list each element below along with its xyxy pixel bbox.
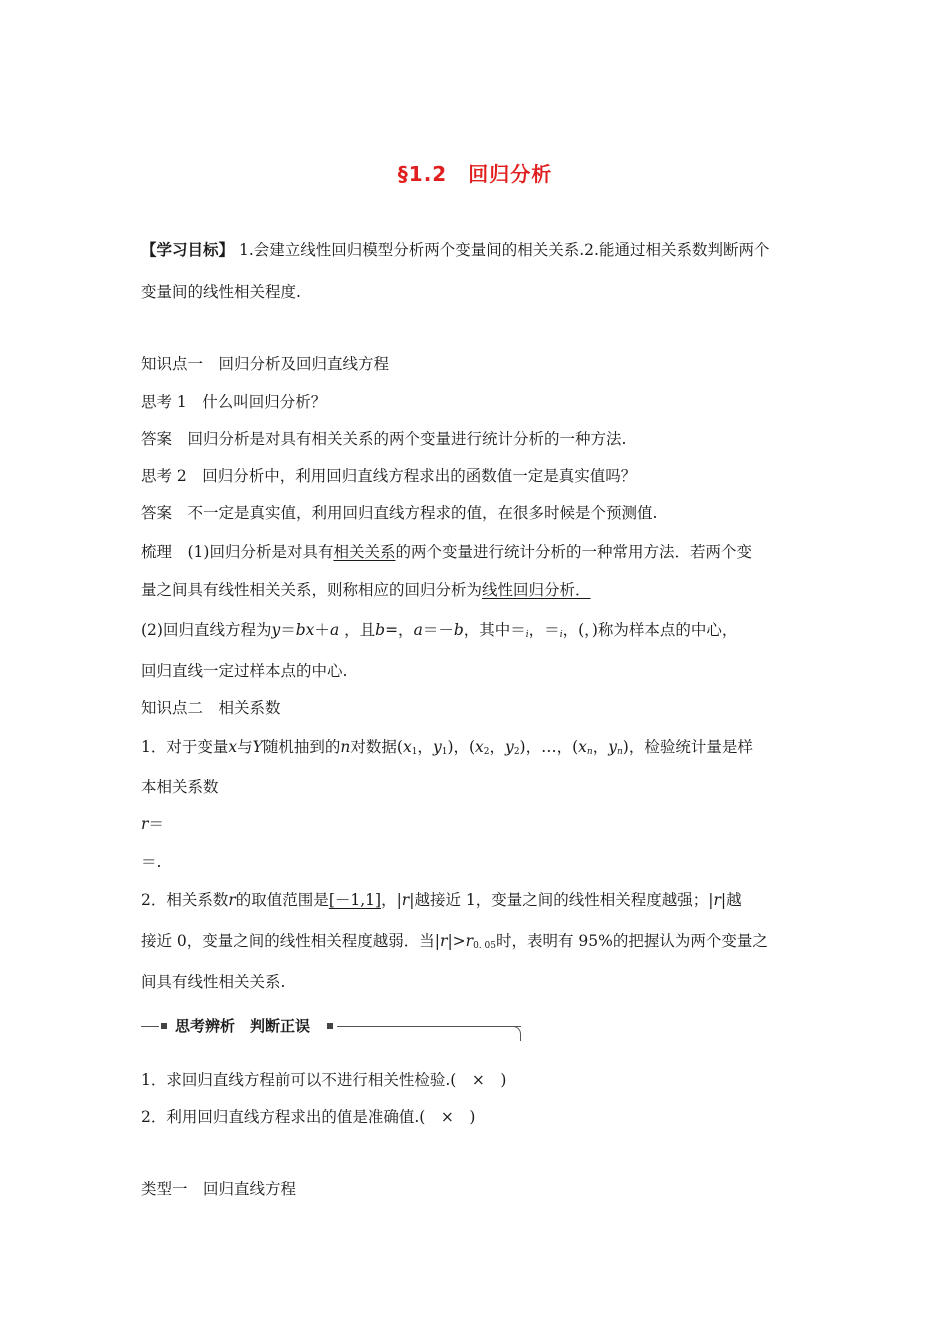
eq-var: b [375, 621, 386, 639]
p1-subscript: 2 [483, 747, 490, 757]
p1-text: )，…，( [519, 738, 579, 756]
eq-var: y [271, 621, 281, 639]
p1-subscript: 2 [513, 747, 520, 757]
eq-text: ，且 [339, 621, 376, 639]
p1-var: Y [252, 738, 263, 756]
p1-text: 1．对于变量 [141, 738, 229, 756]
p3-text: 接近 0，变量之间的线性相关程度越弱．当| [141, 932, 441, 950]
regression-equation-line [141, 618, 737, 640]
p1-var: x [228, 738, 238, 756]
kp2-paragraph-1 [141, 735, 753, 757]
page-title: §1.2 回归分析 [397, 162, 553, 186]
eq-var: a [329, 621, 340, 639]
p1-var: x [578, 738, 587, 756]
r-equals: ＝ [148, 815, 164, 833]
eq-text: ＝－ [422, 621, 454, 639]
r-formula-line [141, 812, 164, 834]
eq-var: b [453, 621, 464, 639]
kp2-paragraph-2-line-2 [141, 929, 768, 951]
p1-text: )，检验统计量是样 [622, 738, 753, 756]
objectives-tag: 【学习目标】 [141, 241, 235, 259]
p1-subscript: n [616, 747, 623, 757]
objectives-text-1: 1.会建立线性回归模型分析两个变量间的相关关系.2.能通过相关系数判断两个 [238, 241, 770, 259]
p2-range-underlined: [－1,1] [328, 891, 382, 909]
summary-underline-1: 相关关系 [333, 543, 396, 561]
p2-var: r [713, 891, 721, 909]
eq-subscript: i [525, 630, 529, 640]
box-rule-left [141, 1026, 159, 1027]
summary-line-2 [141, 578, 591, 600]
p1-text: 对数据( [350, 738, 403, 756]
p1-text: ， [489, 738, 506, 756]
summary-text-b: 的两个变量进行统计分析的一种常用方法．若两个变 [395, 543, 752, 561]
p3-subscript: 0. 05 [473, 941, 496, 951]
r-formula-line-2: ＝. [141, 853, 162, 871]
eq-var: bx [295, 621, 315, 639]
objectives-line-2: 变量间的线性相关程度. [141, 283, 301, 301]
p1-text: )，( [447, 738, 476, 756]
eq-text: ＝ [280, 621, 296, 639]
kp1-heading: 知识点一 回归分析及回归直线方程 [141, 355, 390, 373]
summary-line-1 [141, 540, 752, 562]
summary-underline-2: 线性回归分析． [482, 581, 591, 599]
p2-text: 2．相关系数 [141, 891, 229, 909]
kp2-paragraph-1-line-2: 本相关系数 [141, 778, 219, 796]
think-2: 思考 2 回归分析中，利用回归直线方程求出的函数值一定是真实值吗？ [141, 467, 637, 485]
p2-var: r [228, 891, 236, 909]
judge-item-1: 1．求回归直线方程前可以不进行相关性检验.( × ) [141, 1071, 507, 1089]
r-var: r [141, 815, 149, 833]
p1-var: y [432, 738, 442, 756]
type1-heading: 类型一 回归直线方程 [141, 1180, 297, 1198]
think-1: 思考 1 什么叫回归分析？ [141, 393, 327, 411]
summary-text-a: 梳理 (1)回归分析是对具有 [141, 543, 334, 561]
eq-text: (2)回归直线方程为 [141, 621, 272, 639]
p1-text: 随机抽到的 [262, 738, 341, 756]
eq-text: ，其中＝ [463, 621, 526, 639]
p1-var: x [402, 738, 412, 756]
p1-subscript: n [586, 747, 593, 757]
eq-var: a [413, 621, 423, 639]
eq-text: ＋ [314, 621, 330, 639]
objectives-line-1 [141, 238, 769, 260]
p3-text: |> [447, 932, 466, 950]
p1-text: ， [417, 738, 433, 756]
box-dot-right [327, 1023, 333, 1029]
p2-text: 的取值范围是 [235, 891, 329, 909]
eq-text: ，＝ [528, 621, 560, 639]
p1-subscript: 1 [411, 747, 418, 757]
p1-var: y [505, 738, 514, 756]
think-judge-box-header [141, 1017, 521, 1046]
eq-text: ，(，)称为样本点的中心， [562, 621, 738, 639]
answer-2: 答案 不一定是真实值，利用回归直线方程求的值，在很多时候是个预测值. [141, 504, 658, 522]
box-rule-right [337, 1026, 521, 1027]
p3-text: 时，表明有 95%的把握认为两个变量之 [495, 932, 768, 950]
judge-item-2: 2．利用回归直线方程求出的值是准确值.( × ) [141, 1108, 476, 1126]
p2-text: |越 [720, 891, 742, 909]
regression-equation-line-2: 回归直线一定过样本点的中心. [141, 662, 348, 680]
answer-1: 答案 回归分析是对具有相关关系的两个变量进行统计分析的一种方法. [141, 430, 627, 448]
p1-text: 与 [237, 738, 253, 756]
kp2-heading: 知识点二 相关系数 [141, 699, 281, 717]
p1-text: ， [592, 738, 609, 756]
p2-text: ，| [381, 891, 402, 909]
box-corner [510, 1026, 521, 1041]
p1-var: x [475, 738, 484, 756]
p3-var: r [465, 932, 474, 950]
box-label: 思考辨析 判断正误 [175, 1017, 311, 1035]
summary-text-c: 量之间具有线性相关关系，则称相应的回归分析为 [141, 581, 483, 599]
kp2-paragraph-2-line-3: 间具有线性相关关系. [141, 973, 286, 991]
p1-var: n [340, 738, 351, 756]
box-dot-left [161, 1023, 167, 1029]
p2-var: r [401, 891, 410, 909]
kp2-paragraph-2 [141, 888, 742, 910]
eq-text: =， [385, 621, 414, 639]
p1-subscript: 1 [441, 747, 448, 757]
p3-var: r [440, 932, 448, 950]
eq-subscript: i [559, 630, 563, 640]
p1-var: y [608, 738, 617, 756]
p2-text: |越接近 1，变量之间的线性相关程度越强；| [409, 891, 714, 909]
